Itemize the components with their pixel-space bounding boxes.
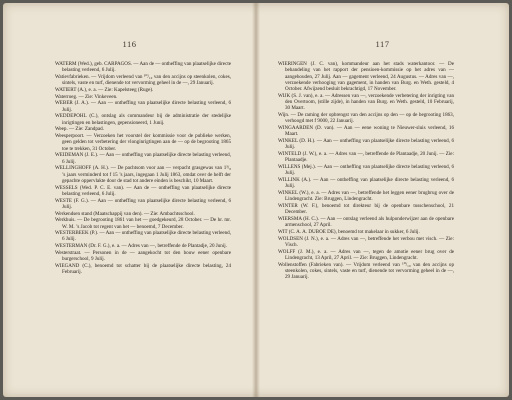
- left-page-entries: [55, 61, 231, 276]
- index-entry: WIERINGEN (J. C. van), kommandeur aan het stads waterkantoor. — De behandeling van het rapport der pensioen-kommissie op het adres van — aangehouden, 27 Julij. Aan — gagement verleend, 24 Augustus. — Adres van —, verzoekende verhooging van gagement, in handen van Burg. en Weth. gesteld, 4 October. Afwijzend besluit bekrachtigd, 17 November.: [278, 61, 454, 93]
- index-entry: WINGAARDEN (D. van). — Aan — eene woning te Nieuwer-sluis verleend, 16 Maart.: [278, 125, 454, 138]
- left-page-number: 116: [122, 39, 137, 49]
- index-entry: WEIDEMAN (J. E.). — Aan — ontheffing van plaatselijke directe belasting verleend, 6 Julij.: [55, 152, 231, 165]
- index-entry: WEBER (J. A.). — Aan — ontheffing van plaatselijke directe belasting verleend, 6 Julij.: [55, 100, 231, 113]
- index-entry: WINTELD (J. W.), e. a. — Adres van —, betreffende de Plantaadje, 20 Junij. — Zie: Plantaadje.: [278, 151, 454, 164]
- index-entry: WIERSMA (H. C.). — Aan — ontslag verleend als hulponderwijzer aan de openbare armenschool, 27 April.: [278, 216, 454, 229]
- index-entry: WINKEL (D. H.). — Aan — ontheffing van plaatselijke directe belasting verleend, 6 Julij.: [278, 138, 454, 151]
- index-entry: Weesperpoort. — Verzoeken het voorstel der kommissie voor de publieke werken, geen gelden tot verbetering der vlonginrigtingen aan de — op de begrooting 1865 toe te trekken, 31 October.: [55, 133, 231, 152]
- index-entry: WESTERMAN (Dr. F. G.), e. a. — Adres van —, betreffende de Plantadje, 20 Junij.: [55, 243, 227, 250]
- index-entry: WATERM (Wed.), geb. CARPAGOS. — Aan de — ontheffing van plaatselijke directe belasting verleend, 6 Julij.: [55, 61, 232, 74]
- index-entry: WOLFF (J. M.), e. a. — Adres van —, tegen de amotie eener brug over de Lindengracht, 13 April, 27 April. — Zie: Bruggen, Lindengracht.: [278, 248, 454, 261]
- right-page: [256, 3, 509, 397]
- index-entry: WIJK (S. J. van), e. a. — Adressen van —, verzoekende verbetering der inrigting van den Overtoom, (stille zijde), in handen van Burg. en Weth. gesteld, 10 Februarij, 30 Maart.: [278, 92, 454, 112]
- index-entry: WESTE (F. G.). — Aan — ontheffing van plaatselijke directe belasting verleend, 6 Julij.: [55, 197, 231, 210]
- index-entry: Werkhuis. — De begrooting 1861 van het — goedgekeurd, 28 October. — De hr. mr. W. M. ’s Jacob tot regent van het — benoemd, 7 December.: [55, 217, 231, 230]
- left-page: [3, 3, 256, 397]
- index-entry: Wollenstoffen (Fabrieken van). — Vrijdom verleend van ¹⁰/₁₀ van den accijns op steenkolen, cokes, sintels, vaste en turf, dienende tot vervorming geheel in de —, 29 Januarij.: [278, 261, 454, 281]
- index-entry: WESTERBEEK (P.). — Aan — ontheffing van plaatselijke directe belasting verleend, 6 Julij.: [55, 230, 231, 243]
- index-entry: WESSELS (Wed. P. C. E. van). — Aan de — ontheffing van plaatselijke directe belasting verleend, 6 Julij.: [55, 184, 231, 197]
- index-entry: WATIERT (A.), e. a. — Zie: Kapelsteeg (Ruge).: [55, 86, 154, 93]
- index-entry: Werkendsen stand (Maatschappij van den). — Zie: Ambachtsschool.: [55, 210, 195, 217]
- index-entry: WELLINGHOFF (A. H.). — De pachtsom voor aan — verpacht grasgewas van 1³/₈ ’s jaars verminderd tot f 15 ’s jaars, ingegaan 1 Julij 1863, omdat over de helft der gepachte oppervlakte door de stad tot andere einden is beschikt, 10 Maart.: [55, 165, 231, 184]
- index-entry: WIEGAND (C.), benoemd tot schatter bij de plaatselijke directe belasting, 24 Februarij.: [55, 262, 231, 276]
- index-entry: WIT (C. A. A. DUBOE DE), benoemd tot makelaar in sukker, 6 Julij.: [278, 229, 420, 236]
- index-entry: WEDDEPOHL (C.), ontslag als commandeur bij de administratie der stedelijke inrigtingen en belastingen, gepensioneerd, 1 Junij.: [55, 113, 231, 126]
- index-entry: Weep. — Zie: Zandpad.: [55, 126, 104, 133]
- index-entry: WINTER (W. F.), benoemd tot direkteur bij de openbare tusschenschool, 21 December.: [278, 203, 454, 216]
- index-entry: Westerstraat. — Personen in de — aangekocht tot den bouw eener openbare burgerschool, 9 Julij.: [55, 249, 231, 263]
- index-entry: WILLENS (Mej.). — Aan — ontheffing van plaatselijke directe belasting verleend, 6 Julij.: [278, 164, 454, 177]
- index-entry: WOLDSEN (J. N.), e. a. — Adres van —, betreffende het verbou met visch. — Zie: Visch.: [278, 235, 454, 248]
- right-page-entries: [278, 61, 454, 281]
- book-spread: [3, 3, 509, 397]
- index-entry: WINKEL (W.), e. a. — Adres van —, betreffende het leggen eener brugbrug over de Lindengracht. Zie: Bruggen, Lindengracht.: [278, 190, 454, 203]
- index-entry: WILLINK (A.). — Aan — ontheffing van plaatselijke directe belasting verleend, 6 Julij.: [278, 177, 454, 190]
- index-entry: Watievfabrieken. — Vrijdom verleend van ¹⁰/₁₀ van den accijns op steenkolen, cokes, sintels, vaste en turf, dienende tot vervorming geheel in de —, 29 Januarij.: [55, 73, 231, 87]
- right-page-number: 117: [375, 39, 390, 49]
- index-entry: Waterroeg. — Zie: Vinkeveen.: [55, 93, 118, 100]
- index-entry: Wijn. — De raming der opbrengst van den accijns op den — op de begrooting 1863, verhoogd met f 9000, 22 Januarij.: [278, 112, 454, 125]
